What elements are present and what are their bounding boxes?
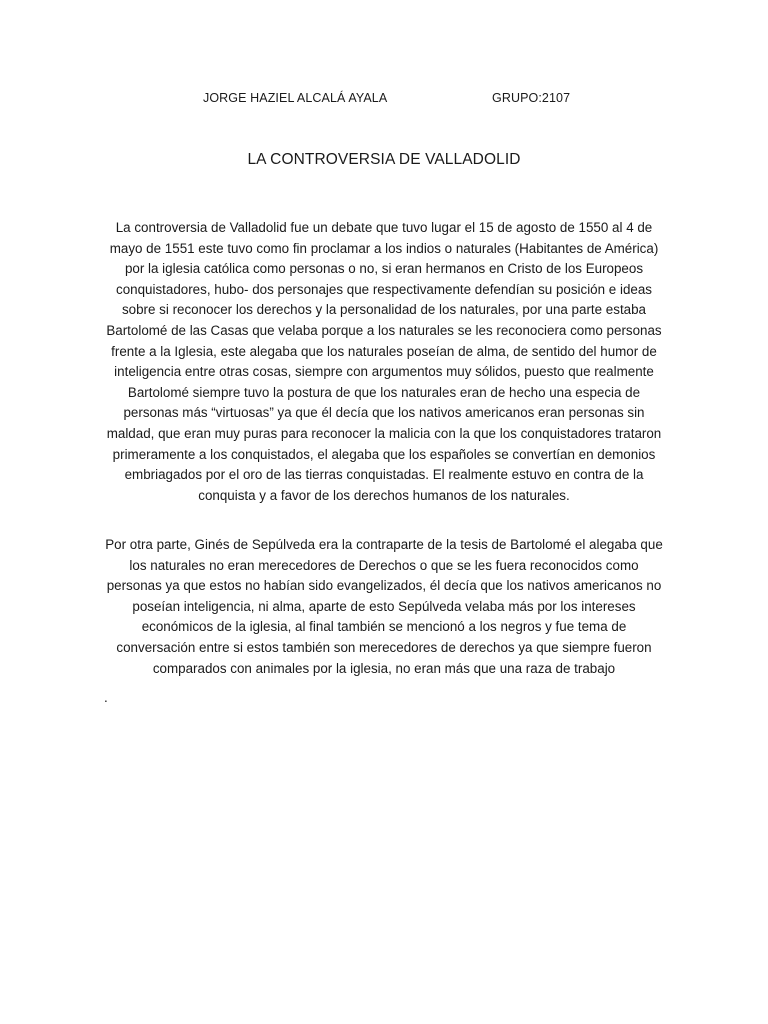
trailing-period: . — [104, 690, 108, 705]
paragraph-2: Por otra parte, Ginés de Sepúlveda era la contraparte de la tesis de Bartolomé el alegaba que los naturales no eran merecedores de Derechos o que se les fuera reconocidos como personas ya que estos no habían sido evangelizados, él decía que los nativos americanos no poseían inteligencia, ni alma, aparte de esto Sepúlveda velaba más por los intereses económicos de la iglesia, al final también se mencionó a los negros y fue tema de conversación entre si estos también son merecedores de derechos ya que siempre fueron comparados con animales por la iglesia, no eran más que una raza de trabajo — [105, 537, 663, 676]
paragraph-1: La controversia de Valladolid fue un debate que tuvo lugar el 15 de agosto de 1550 al 4 de mayo de 1551 este tuvo como fin proclamar a los indios o naturales (Habitantes de América) por la iglesia católica como personas o no, si eran hermanos en Cristo de los Europeos conquistadores, hubo- dos personajes que respectivamente defendían su posición e ideas sobre si reconocer los derechos y la personalidad de los naturales, por una parte estaba Bartolomé de las Casas que velaba porque a los naturales se les reconociera como personas frente a la Iglesia, este alegaba que los naturales poseían de alma, de sentido del humor de inteligencia entre otras cosas, siempre con argumentos muy sólidos, puesto que realmente Bartolomé siempre tuvo la postura de que los naturales eran de hecho una especia de personas más “virtuosas” ya que él decía que los nativos americanos eran personas sin maldad, que eran muy puras para reconocer la malicia con la que los conquistadores trataron primeramente a los conquistados, el alegaba que los españoles se convertían en demonios embriagados por el oro de las tierras conquistadas. El realmente estuvo en contra de la conquista y a favor de los derechos humanos de los naturales. — [106, 220, 662, 503]
document-title: LA CONTROVERSIA DE VALLADOLID — [247, 151, 521, 168]
author-name: JORGE HAZIEL ALCALÁ AYALA — [203, 91, 388, 105]
group-label: GRUPO:2107 — [492, 91, 571, 105]
